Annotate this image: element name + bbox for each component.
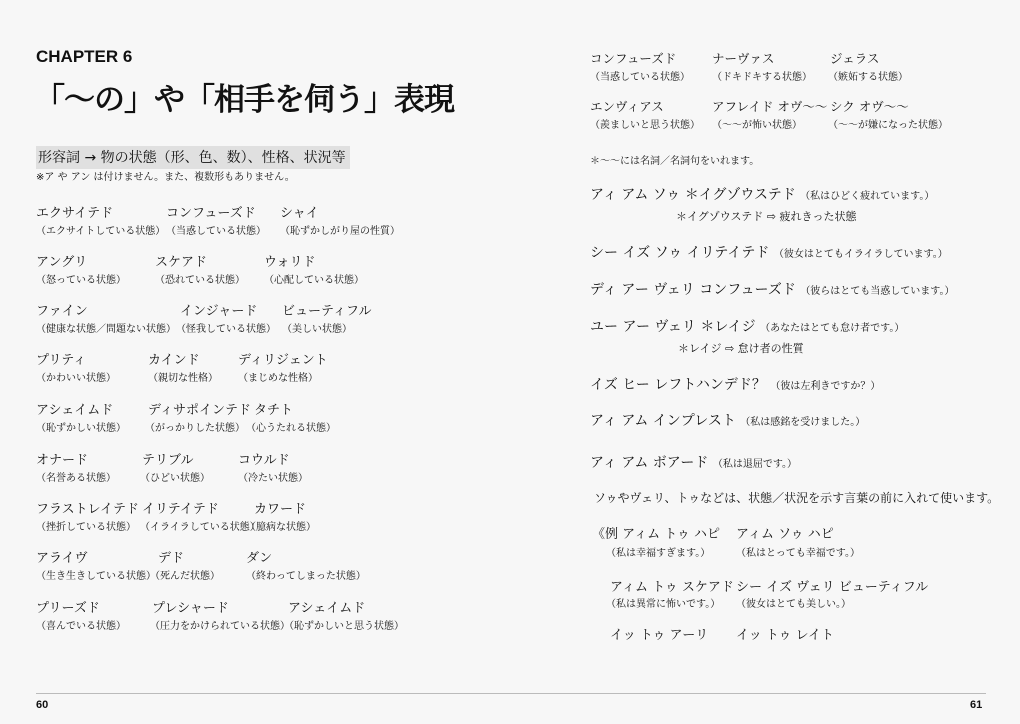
word: プリーズド: [36, 601, 100, 616]
word-meaning: （圧力をかけられている状態）: [150, 621, 290, 632]
word: アフレイド オヴ〜〜: [712, 99, 828, 114]
example-sentence: [590, 279, 955, 299]
word-meaning: （健康な状態／問題ない状態）: [36, 324, 176, 335]
sentence-translation: （私はひどく疲れています。）: [800, 191, 935, 202]
footer-rule: [510, 693, 986, 694]
page-number: 61: [970, 699, 983, 711]
sentence-translation: （彼らはとても当惑しています。）: [800, 286, 955, 297]
word: シャイ: [280, 206, 319, 221]
word: デド: [158, 551, 185, 566]
word: ダン: [246, 551, 273, 566]
footer-rule: [36, 693, 510, 694]
sentence-japanese: ディ アー ヴェリ コンフューズド: [590, 282, 796, 298]
word-meaning: （心配している状態）: [264, 275, 364, 286]
word: オナード: [36, 453, 89, 468]
sentence-japanese: シー イズ ソゥ イリテイテド: [590, 245, 770, 261]
word: シク オヴ〜〜: [830, 99, 909, 114]
noun-note: ＊〜〜には名詞／名詞句をいれます。: [590, 156, 760, 167]
word: アシェイムド: [36, 403, 114, 418]
word-meaning: （ドキドキする状態）: [712, 72, 812, 83]
page-number: 60: [36, 699, 49, 711]
word-meaning: （恥ずかしいと思う状態）: [284, 621, 404, 632]
word-meaning: （まじめな性格）: [238, 373, 318, 384]
example-sentence: [590, 410, 865, 430]
word-meaning: （羨ましいと思う状態）: [590, 120, 700, 131]
example-sentence: [590, 184, 934, 204]
word: タチト: [254, 403, 294, 418]
usage-explanation: ソゥやヴェリ、トゥなどは、状態／状況を示す言葉の前に入れて使います。: [594, 491, 1000, 505]
word: コンフューズド: [166, 206, 256, 221]
sentence-japanese: アィ アム ボアード: [590, 455, 709, 471]
word: コウルド: [238, 453, 290, 468]
word-meaning: （臆病な状態）: [246, 522, 316, 533]
word-meaning: （かわいい状態）: [36, 373, 116, 384]
word-meaning: （嫉妬する状態）: [828, 72, 908, 83]
sentence-translation: （彼は左利きですか？）: [770, 381, 881, 392]
example-phrase: 《例 アィム トゥ ハピ: [592, 527, 721, 542]
example-sentence: [590, 374, 880, 394]
word: コンフューズド: [590, 51, 677, 66]
word-meaning: （美しい状態）: [282, 324, 352, 335]
example-phrase: アィム ソゥ ハピ: [736, 527, 834, 542]
word: ディサポインテド: [148, 403, 251, 418]
example-phrase: イッ トゥ レイト: [736, 628, 835, 643]
word-meaning: （〜〜が怖い状態）: [712, 120, 802, 131]
word-meaning: （イライラしている状態）: [140, 522, 260, 533]
right-page: [510, 0, 1020, 724]
word: インジャード: [180, 304, 258, 319]
word: フラストレイテド: [36, 502, 139, 517]
word: ジェラス: [830, 51, 880, 66]
word-meaning: （エクサイトしている状態）: [36, 226, 166, 237]
example-sentence: [590, 242, 948, 262]
example-translation: （私は異常に怖いです。）: [606, 599, 721, 610]
word: カワード: [254, 502, 307, 517]
example-phrase: シー イズ ヴェリ ビューティフル: [736, 580, 929, 595]
word: ナーヴァス: [712, 51, 775, 66]
word: アングリ: [36, 255, 88, 270]
word-meaning: （名誉ある状態）: [36, 473, 116, 484]
example-translation: （彼女はとても美しい。）: [736, 599, 851, 610]
word-meaning: （死んだ状態）: [150, 571, 220, 582]
example-sentence: [590, 452, 797, 472]
vocab-note: ＊イグゾウステド ⇨ 疲れきった状態: [676, 210, 857, 223]
example-phrase: アィム トゥ スケアド: [610, 580, 734, 595]
chapter-label: CHAPTER 6: [36, 47, 133, 66]
word: イリテイテド: [142, 502, 219, 517]
word: エンヴィアス: [590, 99, 664, 114]
word-meaning: （親切な性格）: [148, 373, 218, 384]
sentence-japanese: ユー アー ヴェリ ＊レイジ: [590, 319, 756, 335]
word: プレシャード: [152, 601, 229, 616]
word-meaning: （喜んでいる状態）: [36, 621, 126, 632]
example-translation: （私はとっても幸福です。）: [736, 548, 860, 559]
word: スケアド: [155, 255, 208, 270]
word-meaning: （心うたれる状態）: [246, 423, 336, 434]
word: ビューティフル: [282, 304, 372, 319]
page-title: 「〜の」や「相手を伺う」表現: [34, 82, 454, 118]
section-subhead: 形容詞 → 物の状態（形、色、数）、性格、状況等: [36, 146, 350, 169]
word-meaning: （終わってしまった状態）: [246, 571, 366, 582]
word-meaning: （がっかりした状態）: [145, 423, 245, 434]
word-meaning: （当惑している状態）: [166, 226, 266, 237]
word: ファイン: [36, 304, 88, 319]
word-meaning: （生き生きしている状態）: [36, 571, 156, 582]
word: エクサイテド: [36, 206, 114, 221]
sentence-japanese: アィ アム ソゥ ＊イグゾウステド: [590, 187, 796, 203]
word-meaning: （冷たい状態）: [238, 473, 308, 484]
word-meaning: （〜〜が嫌になった状態）: [828, 120, 948, 131]
word: ウォリド: [264, 255, 316, 270]
word-meaning: （恐れている状態）: [155, 275, 245, 286]
sentence-japanese: アィ アム インプレスト: [590, 413, 736, 429]
word-meaning: （恥ずかしがり屋の性質）: [280, 226, 400, 237]
vocab-note: ＊レイジ ⇨ 怠け者の性質: [678, 342, 804, 355]
word: アシェイムド: [288, 601, 366, 616]
word: アライヴ: [36, 551, 88, 566]
word: テリブル: [142, 453, 194, 468]
sentence-translation: （あなたはとても怠け者です。）: [760, 323, 905, 334]
word: プリティ: [36, 353, 87, 368]
usage-note: ※ア や アン は付けません。また、複数形もありません。: [36, 172, 295, 183]
word-meaning: （恥ずかしい状態）: [36, 423, 126, 434]
sentence-translation: （私は退屈です。）: [712, 459, 798, 470]
word-meaning: （怪我している状態）: [176, 324, 276, 335]
sentence-japanese: イズ ヒー レフトハンデド？: [590, 377, 766, 393]
word-meaning: （怒っている状態）: [36, 275, 126, 286]
sentence-translation: （彼女はとてもイライラしています。）: [773, 249, 948, 260]
example-sentence: [590, 316, 904, 336]
word: カインド: [148, 353, 200, 368]
word-meaning: （ひどい状態）: [140, 473, 210, 484]
example-translation: （私は幸福すぎます。）: [606, 548, 711, 559]
word-meaning: （挫折している状態）: [36, 522, 136, 533]
word: ディリジェント: [238, 353, 328, 368]
example-phrase: イッ トゥ アーリ: [610, 628, 709, 643]
word-meaning: （当惑している状態）: [590, 72, 690, 83]
sentence-translation: （私は感銘を受けました。）: [740, 417, 866, 428]
